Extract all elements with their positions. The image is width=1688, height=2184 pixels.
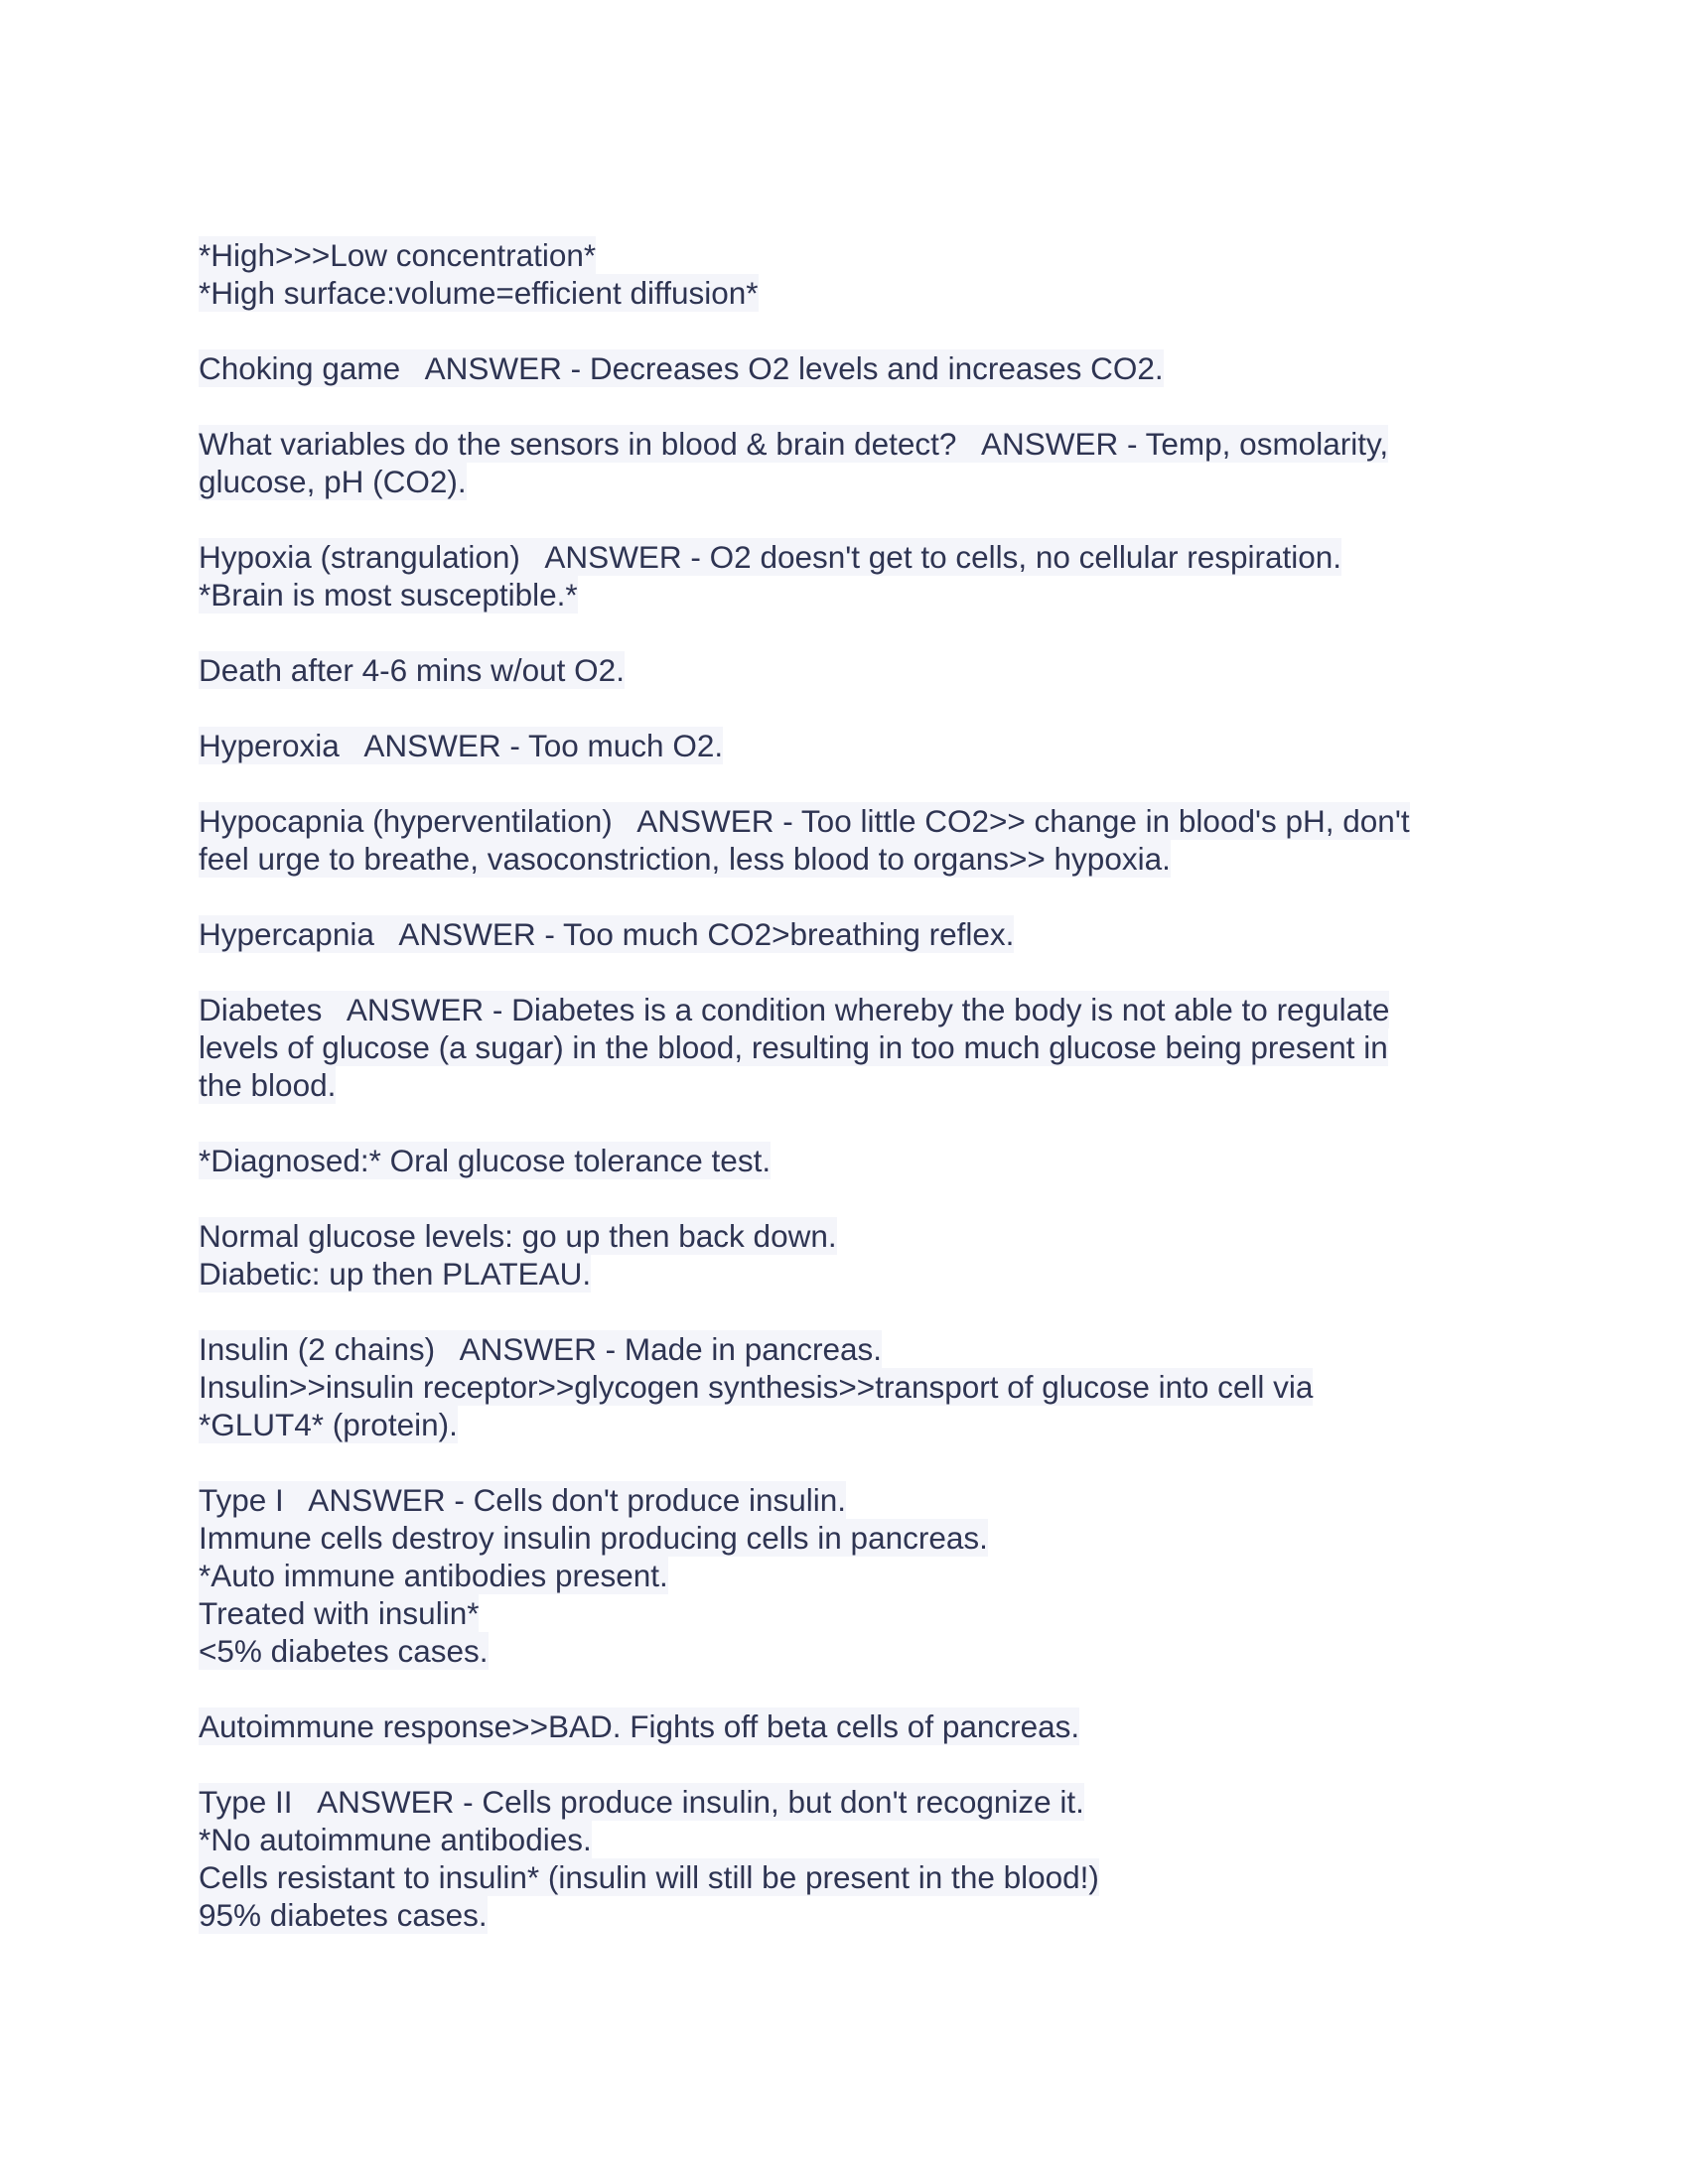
text-line: Hypercapnia ANSWER - Too much CO2>breathing reflex. [199, 916, 1015, 952]
text-line: Hyperoxia ANSWER - Too much O2. [199, 728, 724, 763]
paragraph-autoimmune [199, 1707, 1489, 1745]
text-line: *No autoimmune antibodies. [199, 1822, 592, 1857]
text-line: *Brain is most susceptible.* [199, 577, 578, 613]
paragraph-diagnosed [199, 1142, 1489, 1179]
text-line: feel urge to breathe, vasoconstriction, less blood to organs>> hypoxia. [199, 841, 1171, 877]
paragraph-glucose-levels [199, 1217, 1489, 1293]
text-line: Type I ANSWER - Cells don't produce insulin. [199, 1482, 847, 1518]
text-line: Insulin>>insulin receptor>>glycogen synthesis>>transport of glucose into cell via [199, 1369, 1314, 1405]
paragraph-hypocapnia [199, 802, 1489, 878]
paragraph-hypoxia [199, 538, 1489, 614]
paragraph-type-1 [199, 1481, 1489, 1670]
paragraph-hyperoxia [199, 727, 1489, 764]
text-line: Diabetic: up then PLATEAU. [199, 1256, 592, 1292]
text-line: Type II ANSWER - Cells produce insulin, but don't recognize it. [199, 1784, 1084, 1820]
text-line: What variables do the sensors in blood & brain detect? ANSWER - Temp, osmolarity, [199, 426, 1389, 462]
text-line: Immune cells destroy insulin producing cells in pancreas. [199, 1520, 988, 1556]
text-line: Hypoxia (strangulation) ANSWER - O2 doesn't get to cells, no cellular respiration. [199, 539, 1342, 575]
document-page [199, 236, 1489, 1972]
text-line: *Diagnosed:* Oral glucose tolerance test. [199, 1143, 772, 1178]
text-line: *High surface:volume=efficient diffusion* [199, 275, 759, 311]
paragraph-death [199, 651, 1489, 689]
paragraph-insulin [199, 1330, 1489, 1443]
text-line: Treated with insulin* [199, 1595, 480, 1631]
text-line: *Auto immune antibodies present. [199, 1558, 668, 1593]
text-line: Normal glucose levels: go up then back down. [199, 1218, 837, 1254]
paragraph-diffusion [199, 236, 1489, 312]
paragraph-hypercapnia [199, 915, 1489, 953]
paragraph-sensors [199, 425, 1489, 500]
text-line: Diabetes ANSWER - Diabetes is a condition whereby the body is not able to regulate [199, 992, 1390, 1027]
text-line: *High>>>Low concentration* [199, 237, 597, 273]
text-line: the blood. [199, 1067, 337, 1103]
text-line: Death after 4-6 mins w/out O2. [199, 652, 625, 688]
text-line: Autoimmune response>>BAD. Fights off beta cells of pancreas. [199, 1708, 1080, 1744]
text-line: glucose, pH (CO2). [199, 464, 467, 499]
text-line: levels of glucose (a sugar) in the blood, resulting in too much glucose being present in [199, 1029, 1388, 1065]
text-line: 95% diabetes cases. [199, 1897, 488, 1933]
text-line: Choking game ANSWER - Decreases O2 levels and increases CO2. [199, 350, 1164, 386]
text-line: *GLUT4* (protein). [199, 1407, 458, 1442]
text-line: <5% diabetes cases. [199, 1633, 489, 1669]
paragraph-choking-game [199, 349, 1489, 387]
text-line: Insulin (2 chains) ANSWER - Made in pancreas. [199, 1331, 883, 1367]
paragraph-type-2 [199, 1783, 1489, 1934]
paragraph-diabetes [199, 991, 1489, 1104]
text-line: Hypocapnia (hyperventilation) ANSWER - Too little CO2>> change in blood's pH, don't [199, 803, 1410, 839]
text-line: Cells resistant to insulin* (insulin will still be present in the blood!) [199, 1859, 1099, 1895]
